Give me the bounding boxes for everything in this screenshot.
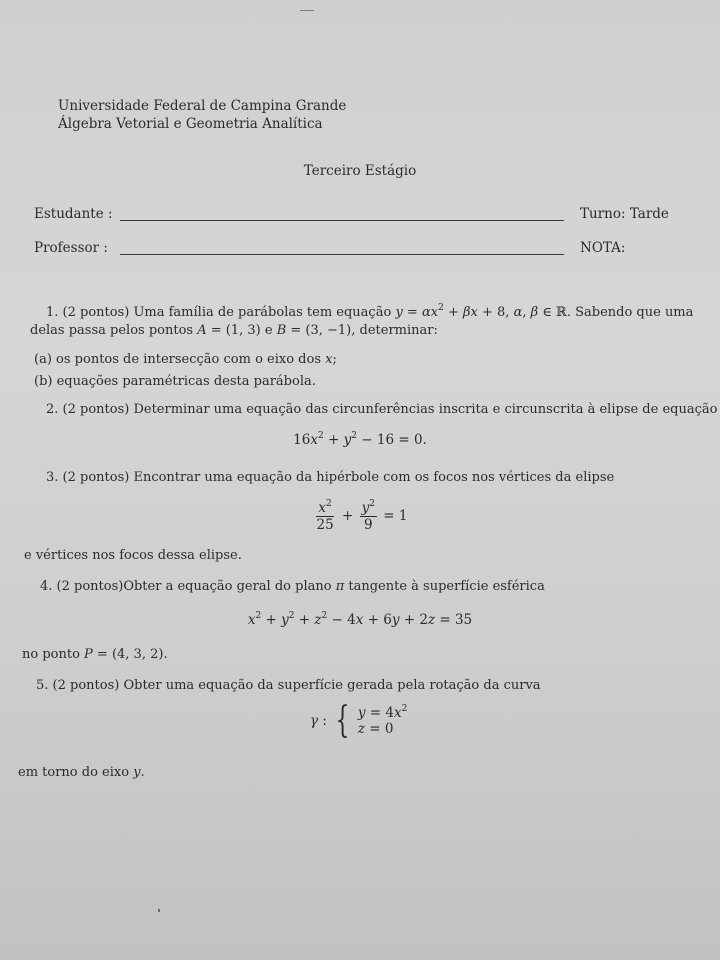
exam-title: Terceiro Estágio bbox=[303, 163, 417, 179]
professor-label: Professor : bbox=[34, 240, 108, 256]
grade-label: NOTA: bbox=[580, 240, 626, 256]
professor-name-line[interactable] bbox=[120, 254, 564, 255]
question-3-equation: $\frac{x^2}{25}$ + $\frac{y^2}{9}$ = 1 bbox=[316, 499, 408, 533]
question-4-text: 4. (2 pontos)Obter a equação geral do plano π tangente à superfície esférica bbox=[40, 579, 545, 594]
question-3-continuation: e vértices nos focos dessa elipse. bbox=[24, 548, 242, 563]
question-5-curve-system: γ : { $y = 4x^2$ z = 0 bbox=[310, 700, 408, 741]
question-1-line-1: 1. (2 pontos) Uma família de parábolas tem equação $y = \alpha x^2 + \beta x + 8$, α, β ∈ ℝ. Sabendo que uma bbox=[46, 303, 694, 320]
question-2-equation: $16x^2 + y^2 - 16 = 0$. bbox=[293, 431, 427, 448]
question-3-text: 3. (2 pontos) Encontrar uma equação da hipérbole com os focos nos vértices da elipse bbox=[46, 470, 615, 485]
question-5-continuation: em torno do eixo y. bbox=[18, 765, 145, 780]
question-2-text: 2. (2 pontos) Determinar uma equação das circunferências inscrita e circunscrita à elipse de equação bbox=[46, 402, 718, 417]
question-4-equation: $x^2 + y^2 + z^2 - 4x + 6y + 2z = 35$ bbox=[247, 611, 473, 628]
paper-mark bbox=[300, 10, 314, 11]
question-1-item-a: (a) os pontos de intersecção com o eixo dos x; bbox=[34, 352, 337, 367]
university-name: Universidade Federal de Campina Grande bbox=[58, 98, 347, 114]
shift-label: Turno: Tarde bbox=[580, 206, 669, 222]
q1-points: A = (1, 3) e B = (3, −1) bbox=[197, 323, 352, 338]
question-5-text: 5. (2 pontos) Obter uma equação da superfície gerada pela rotação da curva bbox=[36, 678, 541, 693]
paper-mark bbox=[158, 909, 160, 912]
student-name-line[interactable] bbox=[120, 220, 564, 221]
question-1-item-b: (b) equações paramétricas desta parábola. bbox=[34, 374, 316, 389]
question-4-continuation: no ponto P = (4, 3, 2). bbox=[22, 647, 168, 662]
student-label: Estudante : bbox=[34, 206, 113, 222]
question-1-line-2: delas passa pelos pontos A = (1, 3) e B = (3, −1), determinar: bbox=[30, 323, 438, 338]
q1-parabola-equation: $y = \alpha x^2 + \beta x + 8$, α, β ∈ ℝ bbox=[395, 303, 567, 320]
course-name: Álgebra Vetorial e Geometria Analítica bbox=[58, 116, 323, 132]
